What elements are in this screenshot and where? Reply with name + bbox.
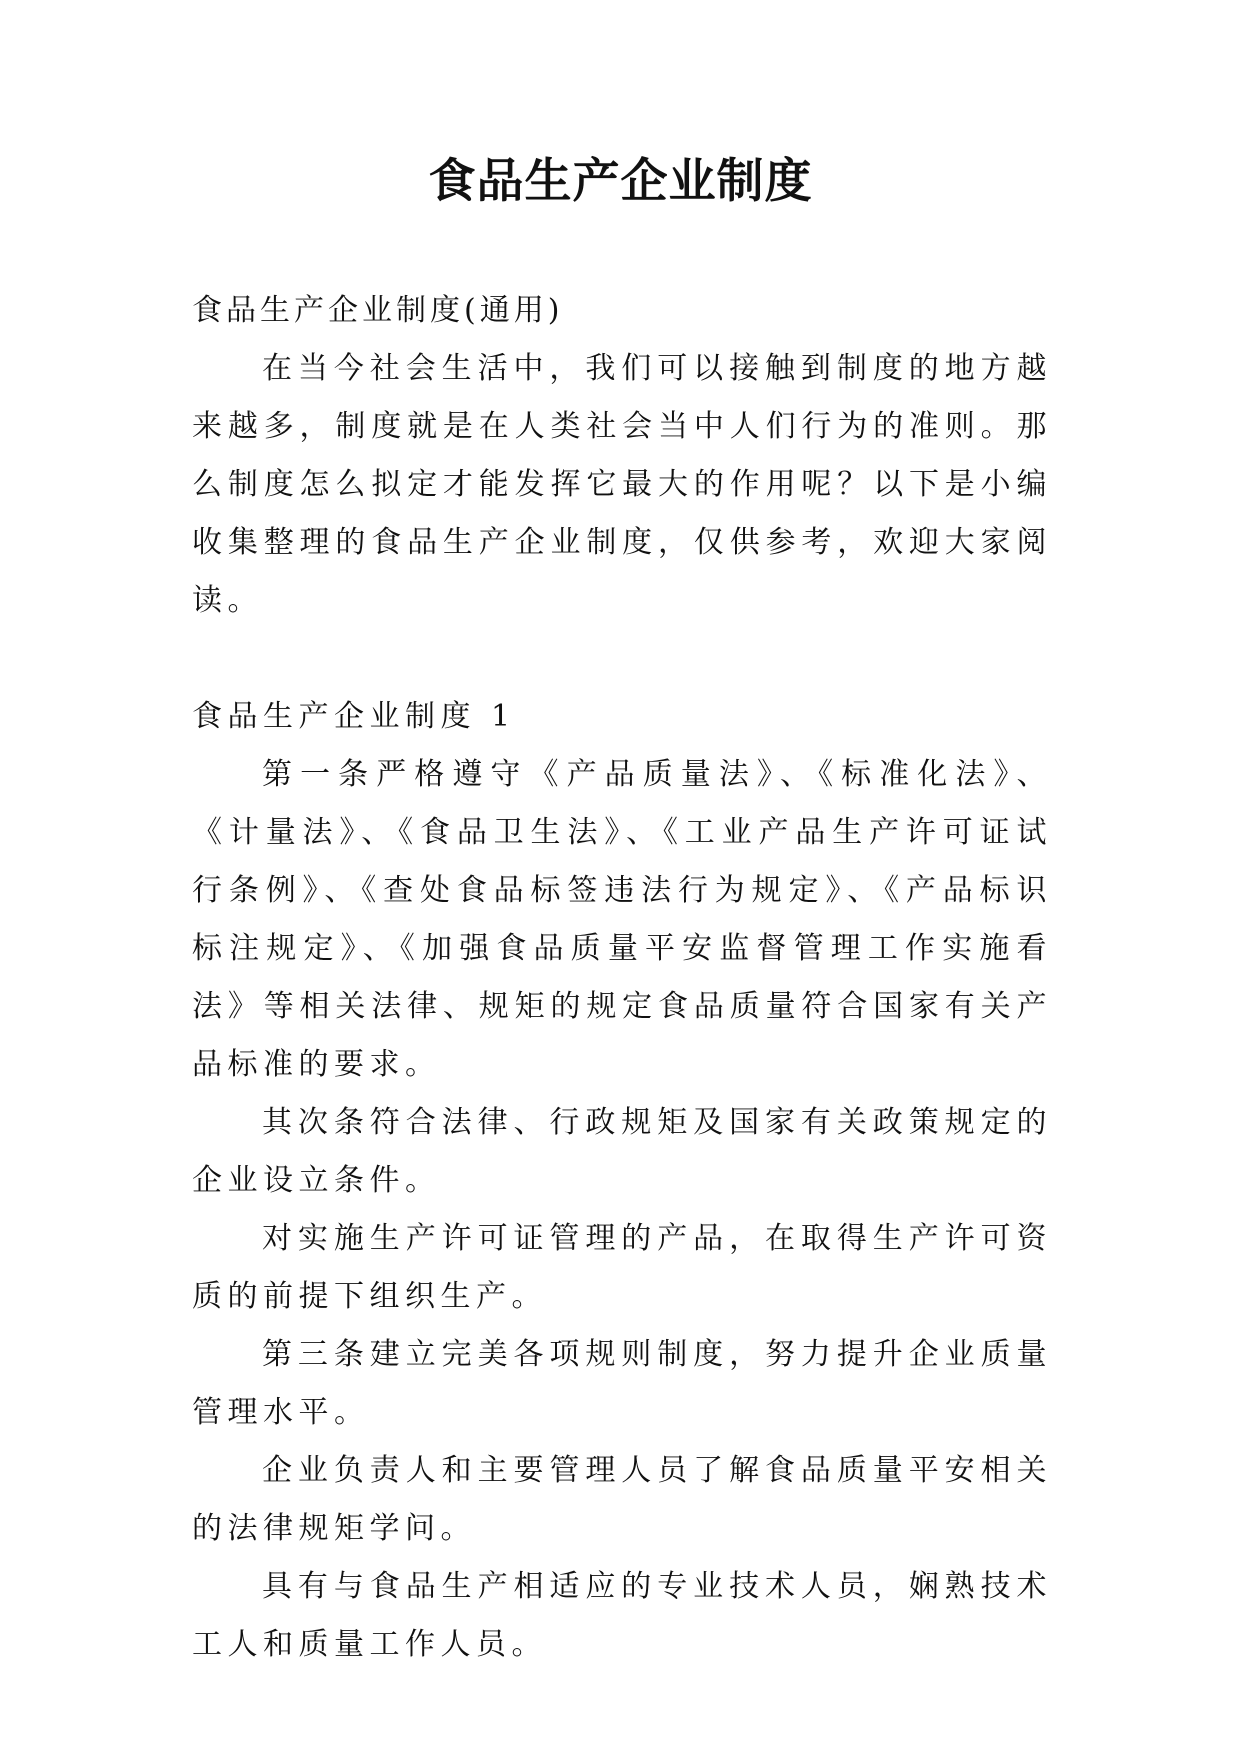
section-heading: 食品生产企业制度 1 xyxy=(192,699,516,734)
article-paragraph: 企业负责人和主要管理人员了解食品质量平安相关的法律规矩学问。 xyxy=(192,1453,1052,1546)
article-paragraph: 具有与食品生产相适应的专业技术人员，娴熟技术工人和质量工作人员。 xyxy=(192,1569,1052,1662)
document-subtitle: 食品生产企业制度(通用) xyxy=(192,293,564,328)
section-spacer xyxy=(192,630,1052,688)
document-body xyxy=(192,282,1052,1674)
article-paragraph: 第一条严格遵守《产品质量法》、《标准化法》、《计量法》、《食品卫生法》、《工业产品生产许可证试行条例》、《查处食品标签违法行为规定》、《产品标识标注规定》、《加强食品质量平安监督管理工作实施看法》等相关法律、规矩的规定食品质量符合国家有关产品标准的要求。 xyxy=(192,757,1052,1082)
document-title: 食品生产企业制度 xyxy=(428,154,813,209)
article-paragraph: 第三条建立完美各项规则制度，努力提升企业质量管理水平。 xyxy=(192,1337,1052,1430)
article-paragraph: 其次条符合法律、行政规矩及国家有关政策规定的企业设立条件。 xyxy=(192,1105,1052,1198)
article-paragraph: 对实施生产许可证管理的产品，在取得生产许可资质的前提下组织生产。 xyxy=(192,1221,1052,1314)
intro-paragraph: 在当今社会生活中，我们可以接触到制度的地方越来越多，制度就是在人类社会当中人们行为的准则。那么制度怎么拟定才能发挥它最大的作用呢？以下是小编收集整理的食品生产企业制度，仅供参考，欢迎大家阅读。 xyxy=(192,351,1052,618)
